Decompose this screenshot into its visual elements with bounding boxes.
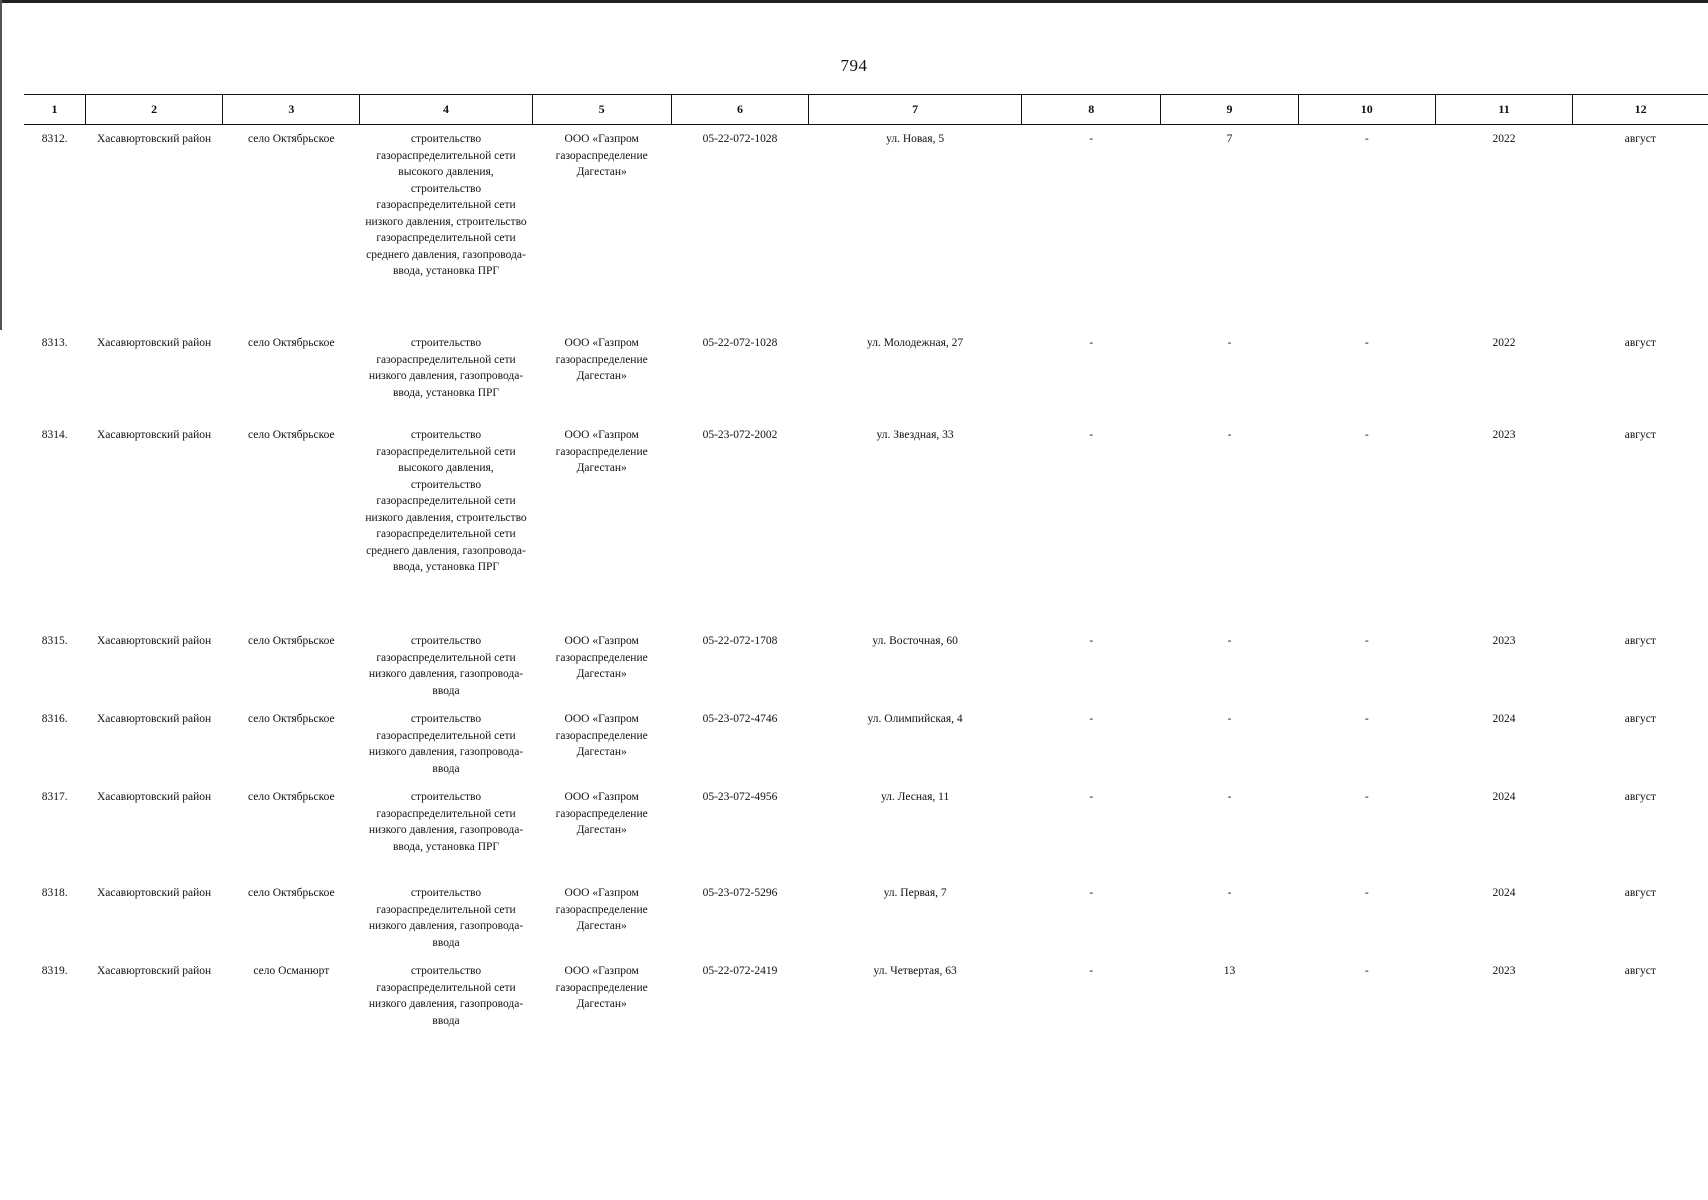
- col-header-3: 3: [223, 95, 360, 125]
- row-number: 8318.: [41, 887, 68, 899]
- col9-cell: -: [1227, 635, 1232, 647]
- settlement-cell: село Октябрьское: [248, 429, 335, 441]
- col10-cell: -: [1364, 429, 1369, 441]
- district-cell: Хасавюртовский район: [97, 713, 212, 725]
- row-number: 8313.: [41, 337, 68, 349]
- month-cell: август: [1624, 635, 1656, 647]
- scan-top-edge: [0, 0, 1708, 3]
- year-cell: 2023: [1492, 429, 1516, 441]
- row-number: 8312.: [41, 133, 68, 145]
- year-cell: 2024: [1492, 713, 1516, 725]
- col-header-11: 11: [1435, 95, 1572, 125]
- col10-cell: -: [1364, 965, 1369, 977]
- row-number: 8316.: [41, 713, 68, 725]
- table-row: [24, 627, 1708, 705]
- address-cell: ул. Молодежная, 27: [867, 337, 964, 349]
- organization-cell: ООО «Газпром газораспределение Дагестан»: [555, 635, 648, 680]
- object-code-cell: 05-23-072-4956: [702, 791, 778, 803]
- col9-cell: -: [1227, 713, 1232, 725]
- address-cell: ул. Олимпийская, 4: [867, 713, 963, 725]
- col8-cell: -: [1089, 965, 1094, 977]
- district-cell: Хасавюртовский район: [97, 635, 212, 647]
- col9-cell: -: [1227, 791, 1232, 803]
- month-cell: август: [1624, 965, 1656, 977]
- table-row: [24, 329, 1708, 421]
- col8-cell: -: [1089, 337, 1094, 349]
- work-description-cell: строительство газораспределительной сети высокого давления, строительство газораспределительной сети низкого давления, строительство газораспределительной сети среднего давления, газопровода-ввода, установка ПРГ: [365, 429, 527, 573]
- col-header-12: 12: [1573, 95, 1708, 125]
- object-code-cell: 05-23-072-4746: [702, 713, 778, 725]
- district-cell: Хасавюртовский район: [97, 133, 212, 145]
- organization-cell: ООО «Газпром газораспределение Дагестан»: [555, 713, 648, 758]
- col8-cell: -: [1089, 133, 1094, 145]
- scan-left-edge: [0, 0, 2, 330]
- col-header-8: 8: [1022, 95, 1161, 125]
- col9-cell: 7: [1226, 133, 1233, 145]
- work-description-cell: строительство газораспределительной сети низкого давления, газопровода-ввода: [368, 887, 524, 949]
- address-cell: ул. Звездная, 33: [876, 429, 954, 441]
- month-cell: август: [1624, 337, 1656, 349]
- table-row: [24, 125, 1708, 330]
- col10-cell: -: [1364, 713, 1369, 725]
- col10-cell: -: [1364, 635, 1369, 647]
- col9-cell: -: [1227, 429, 1232, 441]
- year-cell: 2024: [1492, 791, 1516, 803]
- object-code-cell: 05-22-072-1708: [702, 635, 778, 647]
- settlement-cell: село Октябрьское: [248, 635, 335, 647]
- district-cell: Хасавюртовский район: [97, 791, 212, 803]
- year-cell: 2024: [1492, 887, 1516, 899]
- col-header-5: 5: [532, 95, 671, 125]
- table-row: [24, 957, 1708, 1045]
- work-description-cell: строительство газораспределительной сети низкого давления, газопровода-ввода: [368, 713, 524, 775]
- settlement-cell: село Октябрьское: [248, 133, 335, 145]
- table-row: [24, 783, 1708, 879]
- settlement-cell: село Октябрьское: [248, 887, 335, 899]
- address-cell: ул. Четвертая, 63: [873, 965, 957, 977]
- settlement-cell: село Октябрьское: [248, 791, 335, 803]
- address-cell: ул. Лесная, 11: [880, 791, 950, 803]
- row-number: 8317.: [41, 791, 68, 803]
- col9-cell: -: [1227, 887, 1232, 899]
- table-header-row: [24, 95, 1708, 125]
- object-code-cell: 05-23-072-2002: [702, 429, 778, 441]
- year-cell: 2022: [1492, 133, 1516, 145]
- row-number: 8314.: [41, 429, 68, 441]
- col10-cell: -: [1364, 791, 1369, 803]
- organization-cell: ООО «Газпром газораспределение Дагестан»: [555, 133, 648, 178]
- work-description-cell: строительство газораспределительной сети низкого давления, газопровода-ввода: [368, 635, 524, 697]
- col9-cell: 13: [1223, 965, 1236, 977]
- col10-cell: -: [1364, 133, 1369, 145]
- district-cell: Хасавюртовский район: [97, 429, 212, 441]
- col-header-4: 4: [360, 95, 532, 125]
- address-cell: ул. Восточная, 60: [872, 635, 958, 647]
- col8-cell: -: [1089, 887, 1094, 899]
- settlement-cell: село Октябрьское: [248, 337, 335, 349]
- work-description-cell: строительство газораспределительной сети высокого давления, строительство газораспределительной сети низкого давления, строительство газораспределительной сети среднего давления, газопровода-ввода, установка ПРГ: [365, 133, 527, 277]
- row-number: 8319.: [41, 965, 68, 977]
- col-header-7: 7: [809, 95, 1022, 125]
- gasification-register-table: [24, 94, 1708, 1045]
- month-cell: август: [1624, 713, 1656, 725]
- settlement-cell: село Османюрт: [253, 965, 330, 977]
- table-row: [24, 421, 1708, 627]
- settlement-cell: село Октябрьское: [248, 713, 335, 725]
- col10-cell: -: [1364, 337, 1369, 349]
- col8-cell: -: [1089, 791, 1094, 803]
- organization-cell: ООО «Газпром газораспределение Дагестан»: [555, 337, 648, 382]
- col8-cell: -: [1089, 635, 1094, 647]
- col-header-2: 2: [85, 95, 222, 125]
- col8-cell: -: [1089, 429, 1094, 441]
- page-number: 794: [840, 56, 868, 75]
- district-cell: Хасавюртовский район: [97, 337, 212, 349]
- table-row: [24, 705, 1708, 783]
- year-cell: 2023: [1492, 635, 1516, 647]
- object-code-cell: 05-22-072-1028: [702, 133, 778, 145]
- col-header-10: 10: [1298, 95, 1435, 125]
- month-cell: август: [1624, 133, 1656, 145]
- organization-cell: ООО «Газпром газораспределение Дагестан»: [555, 429, 648, 474]
- col-header-9: 9: [1161, 95, 1298, 125]
- col8-cell: -: [1089, 713, 1094, 725]
- month-cell: август: [1624, 429, 1656, 441]
- col9-cell: -: [1227, 337, 1232, 349]
- object-code-cell: 05-23-072-5296: [702, 887, 778, 899]
- col-header-1: 1: [24, 95, 85, 125]
- object-code-cell: 05-22-072-1028: [702, 337, 778, 349]
- work-description-cell: строительство газораспределительной сети низкого давления, газопровода-ввода, установка ПРГ: [368, 791, 524, 853]
- organization-cell: ООО «Газпром газораспределение Дагестан»: [555, 965, 648, 1010]
- year-cell: 2023: [1492, 965, 1516, 977]
- year-cell: 2022: [1492, 337, 1516, 349]
- address-cell: ул. Первая, 7: [883, 887, 947, 899]
- organization-cell: ООО «Газпром газораспределение Дагестан»: [555, 887, 648, 932]
- district-cell: Хасавюртовский район: [97, 887, 212, 899]
- work-description-cell: строительство газораспределительной сети низкого давления, газопровода-ввода: [368, 965, 524, 1027]
- row-number: 8315.: [41, 635, 68, 647]
- object-code-cell: 05-22-072-2419: [702, 965, 778, 977]
- month-cell: август: [1624, 887, 1656, 899]
- col10-cell: -: [1364, 887, 1369, 899]
- organization-cell: ООО «Газпром газораспределение Дагестан»: [555, 791, 648, 836]
- month-cell: август: [1624, 791, 1656, 803]
- col-header-6: 6: [671, 95, 808, 125]
- district-cell: Хасавюртовский район: [97, 965, 212, 977]
- address-cell: ул. Новая, 5: [886, 133, 945, 145]
- work-description-cell: строительство газораспределительной сети низкого давления, газопровода-ввода, установка ПРГ: [368, 337, 524, 399]
- table-row: [24, 879, 1708, 957]
